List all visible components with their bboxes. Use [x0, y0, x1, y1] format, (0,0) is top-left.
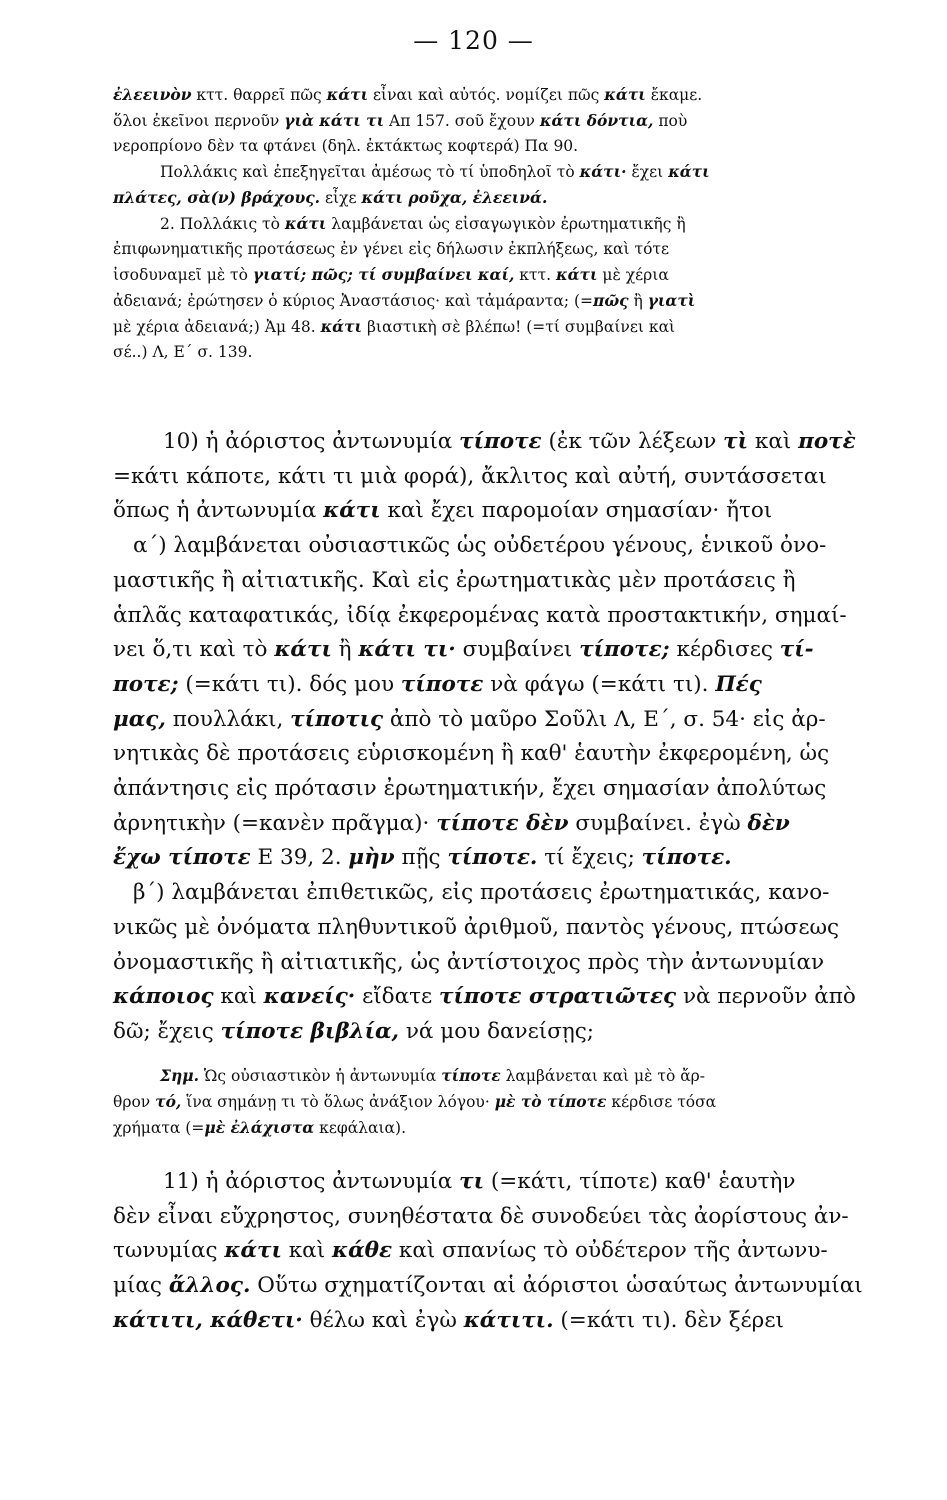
text-segment: θρον: [113, 1093, 156, 1111]
paragraph-tipote: [113, 425, 873, 1050]
text-segment: Ὡς οὐσιαστικὸν ἡ ἀντωνυμία: [198, 1067, 442, 1085]
emphasized-word: κάτι: [604, 85, 646, 104]
emphasized-word: κάτι ροῦχα, ἐλεεινά.: [361, 188, 548, 207]
text-line: [113, 807, 873, 842]
emphasized-word: κάτι: [668, 162, 710, 181]
text-segment: α΄) λαμβάνεται οὐσιαστικῶς ὡς οὐδετέρου γένους, ἑνικοῦ ὀνο-: [133, 533, 827, 559]
emphasized-word: τίποτε.: [447, 845, 538, 871]
emphasized-word: κάτι: [326, 85, 369, 104]
emphasized-word: κάτι τι·: [358, 637, 456, 663]
text-line: [113, 911, 873, 946]
text-segment: λαμβάνεται ὡς εἰσαγωγικὸν ἐρωτηματικῆς ἢ: [326, 215, 686, 233]
emphasized-word: τίποτε βιβλία,: [220, 1018, 400, 1044]
text-line: [113, 876, 873, 911]
text-segment: κεφάλαια).: [314, 1119, 406, 1137]
emphasized-word: μὴν: [348, 845, 395, 871]
text-line: [113, 425, 873, 460]
text-segment: καὶ: [213, 984, 264, 1010]
text-segment: (=κάτι, τίποτε) καθ' ἑαυτὴν: [484, 1169, 796, 1194]
text-segment: (=κάτι τι). δός μου: [178, 671, 401, 697]
text-segment: (ἐκ τῶν λέξεων: [541, 429, 724, 454]
paragraph-ti: [113, 1165, 873, 1339]
text-line: [113, 841, 873, 876]
text-segment: σέ..) Λ, Ε΄ σ. 139.: [113, 343, 253, 361]
text-segment: θέλω καὶ ἐγὼ: [302, 1307, 464, 1333]
emphasized-word: κάτι: [556, 265, 598, 284]
paragraph-kati-examples: [113, 82, 873, 365]
text-segment: (=κάτι τι). δὲν ξέρει: [553, 1307, 784, 1333]
emphasized-word: ποτὲ: [798, 429, 856, 454]
emphasized-word: τό,: [155, 1092, 182, 1111]
emphasized-word: πῶς: [593, 291, 629, 310]
page-number: — 120 —: [413, 26, 534, 55]
emphasized-word: τίποτε στρατιῶτες: [439, 984, 677, 1010]
emphasized-word: μὲ ἐλάχιστα: [204, 1118, 315, 1137]
emphasized-word: ποτε;: [113, 671, 179, 697]
text-segment: ἁπλᾶς καταφατικάς, ἰδίᾳ ἐκφερομένας κατὰ προστακτικήν, σημαί-: [113, 602, 847, 628]
text-segment: νὰ περνοῦν ἀπὸ: [676, 984, 856, 1010]
text-line: [113, 1234, 873, 1269]
text-line: [113, 1200, 873, 1235]
text-segment: ἔχει: [626, 163, 669, 181]
text-segment: ἢ: [628, 292, 648, 310]
emphasized-word: κάτι·: [579, 162, 627, 181]
text-segment: =κάτι κάποτε, κάτι τι μιὰ φορά), ἄκλιτος καὶ αὐτή, συντάσσεται: [113, 463, 827, 489]
emphasized-word: μὲ τὸ τίποτε: [494, 1092, 607, 1111]
text-segment: καὶ: [748, 429, 799, 454]
text-line: [113, 1015, 873, 1050]
emphasized-word: ἐλεεινὸν: [113, 85, 192, 104]
text-line: [113, 946, 873, 981]
emphasized-word: κάτι δόντια,: [539, 111, 654, 130]
text-segment: λαμβάνεται καὶ μὲ τὸ ἄρ-: [500, 1067, 706, 1085]
text-line: [113, 1089, 873, 1115]
text-segment: βιαστικὴ σὲ βλέπω! (=τί συμβαίνει καὶ: [362, 318, 676, 336]
text-segment: 2. Πολλάκις τὸ: [160, 215, 285, 233]
text-line: [113, 633, 873, 668]
text-segment: τωνυμίας: [113, 1238, 225, 1264]
text-segment: Οὕτω σχηματίζονται αἱ ἀόριστοι ὡσαύτως ἀντωνυμίαι: [250, 1273, 863, 1299]
text-segment: κέρδισε τόσα: [606, 1093, 717, 1111]
text-segment: νὰ φάγω (=κάτι τι).: [483, 671, 716, 697]
emphasized-word: τίποτε.: [641, 845, 732, 871]
emphasized-word: κάτιτι, κάθετι·: [113, 1307, 303, 1333]
text-line: [113, 340, 873, 365]
text-segment: μαστικῆς ἢ αἰτιατικῆς. Καὶ εἰς ἐρωτηματικὰς μὲν προτάσεις ἢ: [113, 567, 796, 593]
emphasized-word: Πές: [715, 671, 762, 697]
emphasized-word: τι: [459, 1169, 485, 1194]
text-segment: ὀνομαστικῆς ἢ αἰτιατικῆς, ὡς ἀντίστοιχος πρὸς τὴν ἀντωνυμίαν: [113, 949, 825, 975]
text-segment: δῶ; ἔχεις: [113, 1018, 221, 1044]
emphasized-word: γιατί; πῶς; τί συμβαίνει καί,: [252, 265, 515, 284]
text-segment: β΄) λαμβάνεται ἐπιθετικῶς, εἰς προτάσεις ἐρωτηματικάς, κανο-: [133, 880, 830, 906]
text-segment: τί ἔχεις;: [537, 845, 642, 871]
emphasized-word: μας,: [113, 706, 166, 732]
text-line: [113, 134, 873, 159]
text-segment: εἶναι καὶ αὐτός. νομίζει πῶς: [368, 86, 605, 104]
text-segment: ὅπως ἡ ἀντωνυμία: [113, 498, 324, 524]
emphasized-word: τίποτε δὲν: [436, 810, 569, 836]
text-segment: ἢ: [331, 637, 359, 663]
emphasized-word: κάτι: [224, 1238, 282, 1264]
text-segment: ἵνα σημάνῃ τι τὸ ὅλως ἀνάξιον λόγου·: [181, 1093, 495, 1111]
text-line: [113, 1063, 873, 1089]
text-segment: συμβαίνει. ἐγὼ: [568, 810, 748, 836]
text-line: [113, 529, 873, 564]
text-line: [113, 460, 873, 495]
text-segment: καὶ: [281, 1238, 332, 1264]
text-segment: νει ὅ,τι καὶ τὸ: [113, 637, 275, 663]
text-segment: Πολλάκις καὶ ἐπεξηγεῖται ἀμέσως τὸ τί ὑποδηλοῖ τὸ: [160, 163, 580, 181]
emphasized-word: κάτι: [274, 637, 332, 663]
emphasized-word: κάποιος: [113, 984, 214, 1010]
emphasized-word: ἔχω τίποτε: [113, 845, 251, 871]
note-paragraph: [113, 1063, 873, 1141]
emphasized-word: τίποτε: [400, 671, 484, 697]
text-segment: 10) ἡ ἀόριστος ἀντωνυμία: [163, 429, 460, 454]
text-segment: κττ.: [514, 266, 556, 284]
text-segment: ὅλοι ἐκεῖνοι περνοῦν: [113, 112, 285, 130]
text-line: [113, 737, 873, 772]
text-line: [113, 82, 873, 108]
text-segment: καὶ σπανίως τὸ οὐδέτερον τῆς ἀντωνυ-: [392, 1238, 828, 1264]
text-segment: Ε 39, 2.: [250, 845, 349, 871]
text-segment: δὲν εἶναι εὔχρηστος, συνηθέστατα δὲ συνοδεύει τὰς ἀορίστους ἀν-: [113, 1203, 849, 1229]
emphasized-word: πλάτες, σὰ(ν) βράχους.: [113, 188, 321, 207]
text-segment: ἔκαμε.: [645, 86, 703, 104]
emphasized-word: τίποτε: [441, 1066, 501, 1085]
text-segment: μὲ χέρια ἀδειανά;) Ἀμ 48.: [113, 318, 321, 336]
emphasized-word: κάθε: [331, 1238, 393, 1264]
emphasized-word: Σημ.: [160, 1066, 199, 1085]
emphasized-word: κάτι: [284, 214, 327, 233]
text-line: [113, 159, 873, 185]
text-line: [113, 262, 873, 288]
text-segment: κττ. θαρρεῖ πῶς: [191, 86, 327, 104]
emphasized-word: ἄλλος.: [168, 1273, 251, 1299]
text-line: [113, 237, 873, 262]
text-line: [113, 1115, 873, 1141]
text-line: [113, 564, 873, 599]
emphasized-word: δὲν: [747, 810, 790, 836]
text-segment: ἀπὸ τὸ μαῦρο Σοῦλι Λ, Ε΄, σ. 54· εἰς ἀρ-: [383, 706, 826, 732]
text-line: [113, 668, 873, 703]
text-segment: ἀδειανά; ἐρώτησεν ὁ κύριος Ἀναστάσιος· καὶ τἀμάραντα; (=: [113, 292, 594, 310]
text-line: [113, 288, 873, 314]
text-segment: νητικὰς δὲ προτάσεις εὑρισκομένη ἢ καθ' ἑαυτὴν ἐκφερομένη, ὡς: [113, 741, 830, 767]
text-line: [113, 314, 873, 340]
text-segment: εἴδατε: [355, 984, 440, 1010]
text-segment: ἰσοδυναμεῖ μὲ τὸ: [113, 266, 253, 284]
emphasized-word: κάτι: [320, 317, 363, 336]
text-line: [113, 1165, 873, 1200]
emphasized-word: κανείς·: [263, 984, 356, 1010]
text-segment: πουλλάκι,: [165, 706, 291, 732]
text-line: [113, 599, 873, 634]
emphasized-word: τί-: [779, 637, 814, 663]
emphasized-word: κάτιτι.: [463, 1307, 554, 1333]
text-line: [113, 1304, 873, 1339]
text-line: [113, 980, 873, 1015]
text-line: [113, 772, 873, 807]
text-line: [113, 494, 873, 529]
emphasized-word: τίποτε;: [579, 637, 670, 663]
text-segment: συμβαίνει: [455, 637, 580, 663]
text-segment: πῇς: [394, 845, 448, 871]
text-segment: μὲ χέρια: [597, 266, 669, 284]
text-segment: Απ 157. σοῦ ἔχουν: [384, 112, 540, 130]
text-segment: εἶχε: [320, 189, 362, 207]
text-segment: καὶ ἔχει παρομοίαν σημασίαν· ἤτοι: [380, 498, 773, 524]
text-segment: χρήματα (=: [113, 1119, 205, 1137]
text-line: [113, 108, 873, 134]
text-segment: ἀρνητικὴν (=κανὲν πρᾶγμα)·: [113, 810, 437, 836]
text-line: [113, 1269, 873, 1304]
text-segment: νικῶς μὲ ὀνόματα πληθυντικοῦ ἀριθμοῦ, παντὸς γένους, πτώσεως: [113, 914, 840, 940]
text-line: [113, 185, 873, 211]
emphasized-word: τίποτις: [290, 706, 384, 732]
text-line: [113, 703, 873, 738]
emphasized-word: γιατὶ: [647, 291, 696, 310]
text-segment: μίας: [113, 1273, 169, 1299]
text-segment: ἐπιφωνηματικῆς προτάσεως ἐν γένει εἰς δήλωσιν ἐκπλήξεως, καὶ τότε: [113, 240, 670, 258]
text-segment: 11) ἡ ἀόριστος ἀντωνυμία: [163, 1169, 460, 1194]
emphasized-word: κάτι: [323, 498, 381, 524]
emphasized-word: τὶ: [723, 429, 749, 454]
text-line: [113, 211, 873, 237]
text-segment: ποὺ: [653, 112, 688, 130]
emphasized-word: γιὰ κάτι τι: [284, 111, 385, 130]
text-segment: νά μου δανείσῃς;: [399, 1018, 595, 1044]
text-segment: κέρδισες: [669, 637, 780, 663]
text-segment: νεροπρίονο δὲν τα φτάνει (δηλ. ἐκτάκτως κοφτερά) Πα 90.: [113, 137, 579, 155]
text-segment: ἀπάντησις εἰς πρότασιν ἐρωτηματικήν, ἔχει σημασίαν ἀπολύτως: [113, 776, 827, 802]
emphasized-word: τίποτε: [459, 429, 542, 454]
